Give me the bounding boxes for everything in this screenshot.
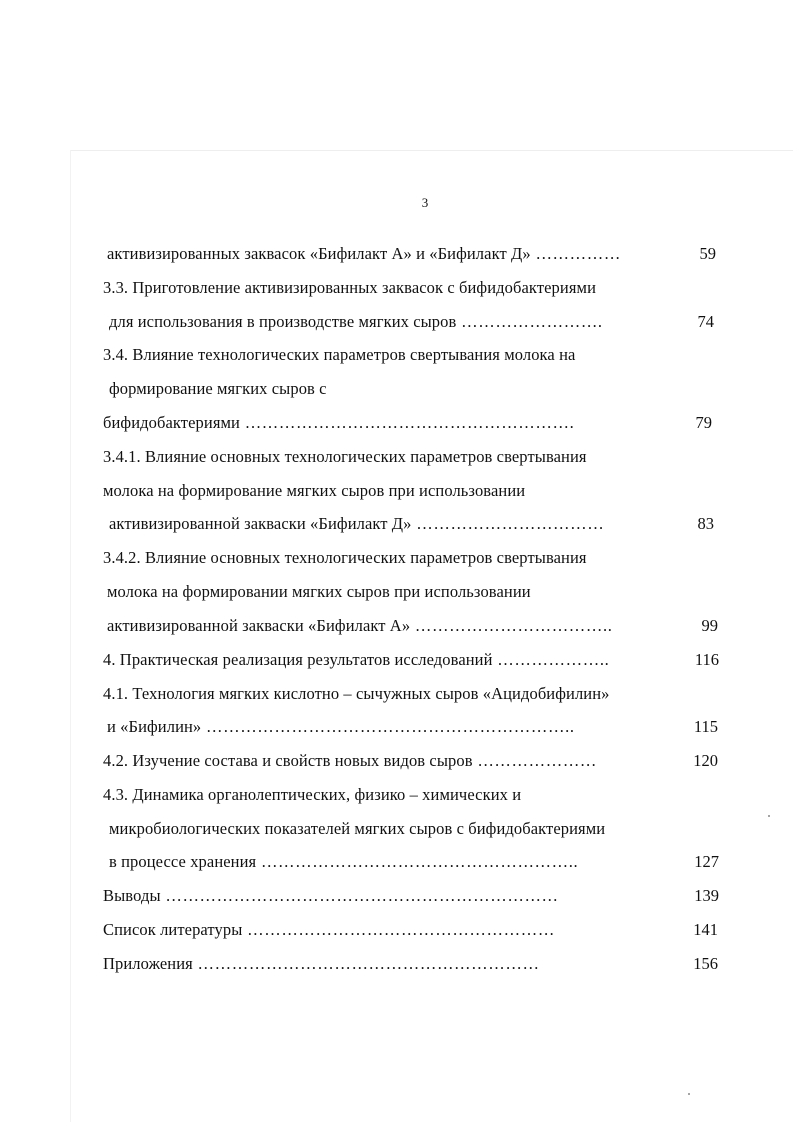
toc-page-number: 99 <box>701 616 718 635</box>
toc-entry-title: молока на формировании мягких сыров при использовании <box>107 582 531 601</box>
toc-entry-title: активизированной закваски «Бифилакт А» <box>107 616 411 635</box>
toc-leader-dots: …………………………………………………………… <box>160 886 559 905</box>
toc-entry <box>109 312 603 332</box>
toc-entry <box>103 548 587 568</box>
toc-entry-title: для использования в производстве мягких сыров <box>109 312 457 331</box>
toc-entry <box>109 852 578 872</box>
toc-leader-dots: …………………………… <box>411 514 605 533</box>
toc-leader-dots: …………………………….. <box>410 616 613 635</box>
toc-entry-title: Выводы <box>103 886 161 905</box>
toc-entry <box>107 244 621 264</box>
toc-entry-title: формирование мягких сыров с <box>109 379 327 398</box>
toc-leader-dots: ……………………………………………………….. <box>201 717 575 736</box>
toc-entry <box>109 514 604 534</box>
toc-page-number: 74 <box>697 312 714 331</box>
toc-entry <box>103 684 610 704</box>
toc-entry-title: 4.1. Технология мягких кислотно – сычужных сыров «Ацидобифилин» <box>103 684 610 703</box>
toc-page-number: 141 <box>693 920 718 939</box>
toc-entry <box>103 481 525 501</box>
toc-entry-title: 4.3. Динамика органолептических, физико – химических и <box>103 785 522 804</box>
toc-leader-dots: ……………………. <box>456 312 603 331</box>
toc-entry-title: микробиологических показателей мягких сыров с бифидобактериями <box>109 819 606 838</box>
toc-entry-title: и «Бифилин» <box>107 717 202 736</box>
toc-entry-title: Список литературы <box>103 920 243 939</box>
toc-entry <box>107 616 612 636</box>
toc-entry <box>103 886 559 906</box>
toc-leader-dots: ……………….. <box>492 650 610 669</box>
toc-entry-title: 3.3. Приготовление активизированных заквасок с бифидобактериями <box>103 278 596 297</box>
scan-speck <box>688 1093 690 1095</box>
scan-speck <box>768 815 770 817</box>
toc-page-number: 59 <box>699 244 716 263</box>
toc-entry-title: молока на формирование мягких сыров при использовании <box>103 481 526 500</box>
toc-entry <box>103 785 521 805</box>
page-number: 3 <box>421 195 429 210</box>
toc-entry <box>103 954 540 974</box>
toc-entry-title: Приложения <box>103 954 193 973</box>
toc-entry <box>109 819 605 839</box>
toc-page-number: 79 <box>695 413 712 432</box>
toc-entry <box>103 278 596 298</box>
toc-entry-title: 3.4.1. Влияние основных технологических параметров свертывания <box>103 447 587 466</box>
toc-leader-dots: ………………… <box>472 751 598 770</box>
toc-leader-dots: ……………………………………………… <box>242 920 555 939</box>
toc-entry-title: 3.4. Влияние технологических параметров свертывания молока на <box>103 345 576 364</box>
toc-entry-title: 4.2. Изучение состава и свойств новых видов сыров <box>103 751 473 770</box>
toc-entry-title: активизированной закваски «Бифилакт Д» <box>109 514 412 533</box>
toc-page-number: 83 <box>697 514 714 533</box>
toc-entry <box>109 379 327 399</box>
toc-leader-dots: …………… <box>530 244 621 263</box>
toc-entry <box>103 447 587 467</box>
toc-entry-title: 4. Практическая реализация результатов исследований <box>103 650 493 669</box>
toc-page-number: 139 <box>694 886 719 905</box>
toc-page-number: 116 <box>694 650 719 669</box>
toc-entry <box>107 717 575 737</box>
toc-page-number: 120 <box>693 751 718 770</box>
toc-entry <box>103 751 597 771</box>
toc-leader-dots: …………………………………………………… <box>192 954 540 973</box>
toc-entry-title: бифидобактериями <box>103 413 240 432</box>
toc-page-number: 127 <box>694 852 719 871</box>
toc-entry-title: активизированных заквасок «Бифилакт А» и «Бифилакт Д» <box>107 244 531 263</box>
toc-entry <box>103 650 609 670</box>
toc-entry <box>103 920 555 940</box>
toc-leader-dots: …………………………………………………. <box>239 413 575 432</box>
toc-entry <box>103 413 574 433</box>
toc-entry-title: в процессе хранения <box>109 852 257 871</box>
toc-page-number: 115 <box>693 717 718 736</box>
toc-entry <box>103 345 575 365</box>
toc-entry-title: 3.4.2. Влияние основных технологических параметров свертывания <box>103 548 587 567</box>
toc-leader-dots: ……………………………………………….. <box>256 852 579 871</box>
toc-entry <box>107 582 531 602</box>
toc-page-number: 156 <box>693 954 718 973</box>
